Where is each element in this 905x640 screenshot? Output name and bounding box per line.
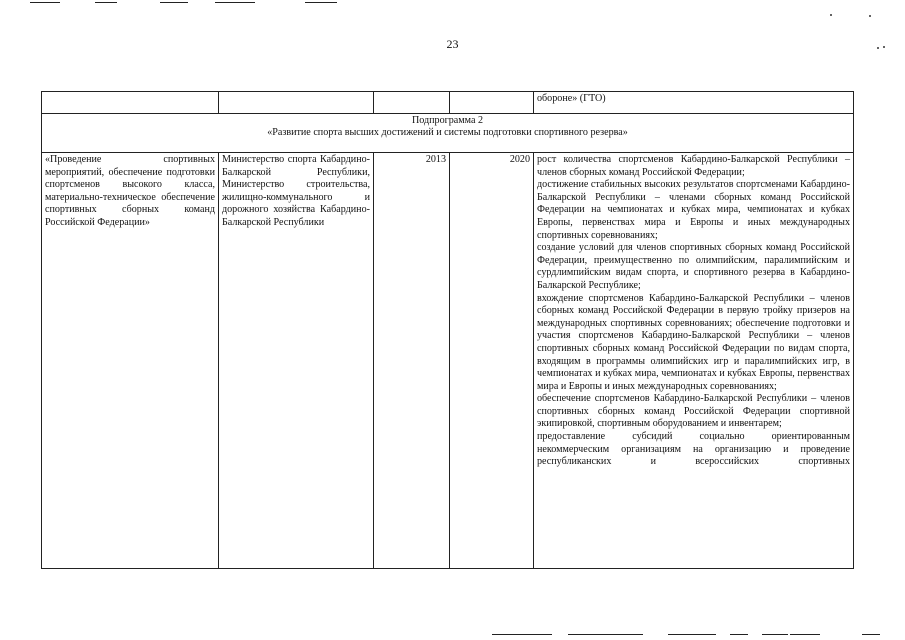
table-row (42, 153, 854, 569)
scan-line (862, 634, 880, 635)
executor-cell: Министерство спорта Кабардино-Балкарской Республики, Министерство строительства, жилищно-коммунального и дорожного хозяйства Кабардино-Балкарской Республики (219, 153, 374, 569)
table-cell (374, 92, 450, 114)
scan-dot (830, 14, 832, 16)
scan-line (305, 2, 337, 3)
table-cell (450, 92, 534, 114)
scan-line (762, 634, 788, 635)
table-cell (42, 92, 219, 114)
scan-line (95, 2, 117, 3)
start-year-cell: 2013 (374, 153, 450, 569)
scan-line (790, 634, 820, 635)
scan-line (568, 634, 643, 635)
scan-dot (869, 15, 871, 17)
subprogram-header (42, 114, 854, 153)
table-row (42, 92, 854, 114)
scan-line (492, 634, 552, 635)
results-cell (534, 153, 854, 569)
scan-line (668, 634, 716, 635)
result-item: достижение стабильных высоких результатов спортсменами Кабардино-Балкарской Республики – членами сборных команд Российской Федерации на чемпионатах и кубках мира, чемпионатах и кубках Европы, первенствах мира и Европы и иных международных спортивных соревнованиях; (537, 179, 850, 241)
result-item: создание условий для членов спортивных сборных команд Российской Федерации, преимущественно по олимпийским, паралимпийским и сурдлимпийским видам спорта, и спортивного резерва в Кабардино-Балкарской Республике; (537, 242, 850, 291)
scan-line (730, 634, 748, 635)
end-year-cell: 2020 (450, 153, 534, 569)
result-item: вхождение спортсменов Кабардино-Балкарской Республики – членов сборных команд Российской Федерации в первую тройку призеров на международных спортивных соревнованиях; обеспечение подготовки и участия спортсменов Кабардино-Балкарской Республики – членов спортивных сборных команд Российской Федерации по видам спорта, входящим в программы олимпийских игр и паралимпийских игр, в чемпионатах и кубках мира, чемпионатах и кубках Европы, первенствах мира и Европы и иных международных соревнованиях; (537, 292, 850, 392)
result-item: рост количества спортсменов Кабардино-Балкарской Республики – членов сборных команд Российской Федерации; (537, 154, 850, 178)
subprogram-name: «Развитие спорта высших достижений и системы подготовки спортивного резерва» (267, 127, 628, 139)
program-table (41, 91, 854, 569)
table-cell (219, 92, 374, 114)
subprogram-row (42, 114, 854, 153)
table-cell-result-tail: обороне» (ГТО) (534, 92, 854, 114)
result-item: предоставление субсидий социально ориентированным некоммерческим организациям на организацию и проведение республиканских и всероссийских спортивных (537, 431, 850, 468)
page-number: 23 (446, 37, 459, 51)
result-item: обеспечение спортсменов Кабардино-Балкарской Республики – членов спортивных сборных команд Российской Федерации спортивной экипировкой, спортивным оборудованием и инвентарем; (537, 393, 850, 430)
event-name-cell: «Проведение спортивных мероприятий, обеспечение подготовки спортсменов высокого класса, материально-техническое обеспечение спортивных сборных команд Российской Федерации» (42, 153, 219, 569)
scan-line (30, 2, 60, 3)
scan-line (160, 2, 188, 3)
subprogram-title: Подпрограмма 2 (411, 115, 484, 126)
scan-line (215, 2, 255, 3)
